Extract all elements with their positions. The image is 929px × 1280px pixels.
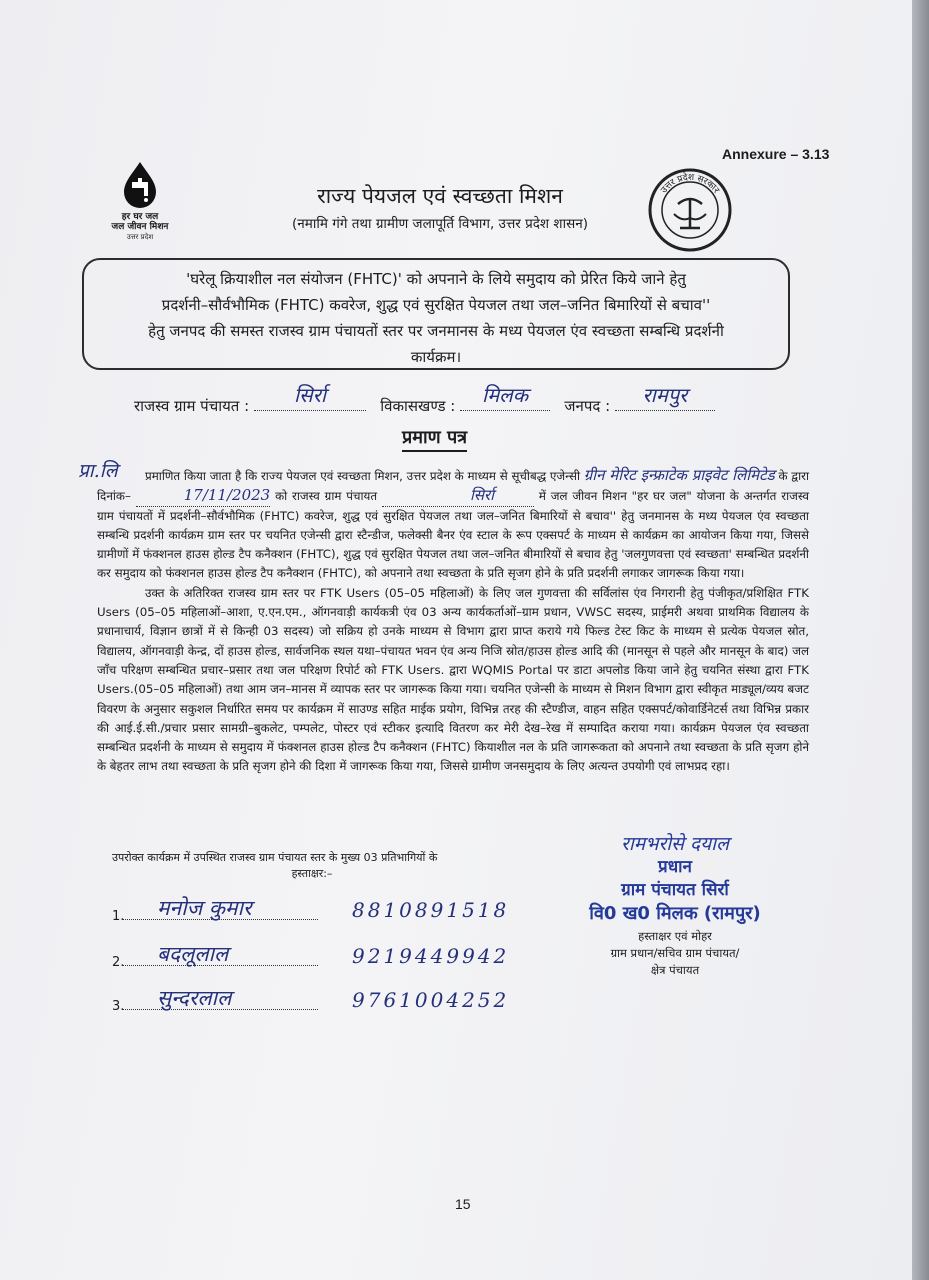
government-emblem-icon (648, 168, 732, 252)
certificate-heading: प्रमाण पत्र (402, 425, 467, 452)
seal-text: उत्तर प्रदेश सरकार (659, 172, 721, 196)
block-label: विकासखण्ड : (380, 397, 456, 415)
location-fields (134, 383, 715, 416)
paragraph-1-part-b: के द्वारा दिनांक– (97, 469, 810, 504)
paragraph-2: उक्त के अतिरिक्त राजस्व ग्राम स्तर पर FTK Users (05–05 महिलाओं) के लिए जल गुणवत्ता की सर्विलांस एंव निगरानी हेतु पंजीकृत/प्रशिक्षित FTK Users (05–05 महिलाओं–आशा, ए.एन.एम., ऑगनवाड़ी कार्यकत्री एंव 03 अन्य कार्यकर्ताओं–ग्राम प्रधान, VWSC सदस्य, प्राईमरी अथवा प्राथमिक विद्यालय के प्रधानाचार्य, विज्ञान छात्रों में से किन्ही 03 सदस्य) जो सक्रिय हो उनके माध्यम से विभाग द्वारा प्राप्त कराये गये फिल्ड टेस्ट किट के माध्यम से प्रत्येक पेयजल स्रोत, विद्यालय, ऑगनवाड़ी केन्द्र, दों हाउस होल्ड, सार्वजनिक स्थल यथा–पंचायत भवन एंव अन्य निजि स्रोत/हाउस होल्ड आदि की (मानसून से पहले और मानसून के बाद) जल जाँच परिक्षण सम्बन्धित प्रचार–प्रसार तथा जल परिक्षण रिपोर्ट को FTK Users. द्वारा WQMIS Portal पर डाटा अपलोड किया जाने हेतु चयनित संस्था द्वारा FTK Users.(05–05 महिलाओं) तथा आम जन–मानस में व्यापक स्तर पर जागरूक किया गया। चयनित एजेन्सी के माध्यम से मिशन विभाग द्वारा स्वीकृत माड्यूल/व्यय बजट विवरण के अनुसार सकुशल निर्धारित समय पर कार्यक्रम में साउण्ड सहित माईक प्रयोग, विभिन्न तरह की स्टैण्डीज, वाहन सहित एक्सपर्ट/कोवार्डिनेटर्स तथा विभिन्न प्रकार की आई.ई.सी./प्रचार प्रसार सामग्री–बुकलेट, पम्पलेट, पोस्टर एवं स्टीकर इत्यादि वितरण कर मेरी देख–रेख में सम्पादित कराया गया। कार्यक्रम पेयजल एंव स्वच्छता सम्बन्धित प्रदर्शनी के माध्यम से समुदाय में फंक्शनल हाउस होल्ड टैप कनैक्शन (FHTC) कियाशील नल के प्रति जागरूकता को अपनाने तथा स्वच्छता के प्रति सृजग होने के बेहतर लाभ तथा स्वच्छता के प्रति सृजग होने की दिशा में जागरूक किया गया, जिससे ग्रामीण जनसमुदाय के लिए अत्यन्त उपयोगी एवं लाभप्रद रहा। (97, 585, 809, 774)
page-edge (912, 0, 929, 1280)
participant-phone: 9219449942 (352, 944, 510, 968)
participants-title-line: उपरोक्त कार्यक्रम में उपस्थित राजस्व ग्राम पंचायत स्तर के मुख्य 03 प्रतिभागियों के (112, 851, 438, 864)
caption-line-1: हस्ताक्षर एवं मोहर (638, 929, 712, 943)
pradhan-signature: रामभरोसे दयाल (621, 833, 729, 855)
participant-phone: 8810891518 (352, 898, 510, 922)
gp-handwritten: सिर्रा (382, 486, 534, 506)
participant-row[interactable] (112, 986, 532, 1016)
participants-title (112, 850, 512, 882)
caption-line-2: ग्राम प्रधान/सचिव ग्राम पंचायत/ (610, 946, 740, 960)
box-line-1: 'घरेलू क्रियाशील नल संयोजन (FHTC)' को अपनाने के लिये समुदाय को प्रेरित किये जाने हेतु (186, 270, 686, 288)
jjm-logo (100, 160, 180, 242)
participant-row[interactable] (112, 896, 532, 926)
gram-panchayat-label: राजस्व ग्राम पंचायत : (134, 397, 250, 415)
participants-subtitle: हस्ताक्षर:– (291, 867, 333, 880)
gram-panchayat-value: सिर्रा (293, 383, 326, 407)
margin-handwriting: प्रा.लि (78, 460, 118, 482)
programme-title-box (82, 258, 790, 370)
pradhan-stamp (560, 830, 790, 926)
logo-line-1: हर घर जल (121, 212, 159, 222)
participant-number: 2. (112, 955, 125, 970)
date-handwritten: 17/11/2023 (136, 486, 270, 506)
logo-line-2: जल जीवन मिशन (111, 222, 169, 232)
stamp-line-1: प्रधान (658, 857, 692, 877)
district-field[interactable] (615, 383, 715, 411)
logo-line-3: उत्तर प्रदेश (126, 233, 154, 241)
gram-panchayat-field[interactable] (254, 383, 366, 411)
participant-phone: 9761004252 (352, 988, 510, 1012)
district-label: जनपद : (564, 397, 611, 415)
stamp-line-3: वि0 ख0 मिलक (रामपुर) (589, 903, 761, 924)
stamp-line-2: ग्राम पंचायत सिर्रा (621, 880, 729, 900)
paragraph-1-part-d: में जल जीवन मिशन "हर घर जल" योजना के अन्तर्गत राजस्व ग्राम पंचायतों में प्रदर्शनी–सौर्वभौमिक (FHTC) कवरेज, शुद्ध एवं सुरक्षित पेयजल तथा जल–जनित बिमारियों से बचाव'' हेतु जनमानस के मध्य पेयजल एंव स्वच्छता सम्बन्धि प्रदर्शनी कार्यक्रम ग्राम स्तर पर चयनित एजेन्सी द्वारा स्टैन्डीज, फलेक्सी बैनर एंव स्टाल के रूप एक्सपर्ट के माध्यम से कार्यक्रम का आयोजन किया गया, जिससे ग्रामीणों में फंक्शनल हाउस होल्ड टैप कनैक्शन (FHTC), शुद्ध एवं सुरक्षित पेयजल तथा जल–जनित बीमारियों से बचाव हेतु 'जलगुणवत्ता एवं स्वच्छता' सम्बन्धित प्रदर्शनी कर समुदाय को फंक्शनल हाउस होल्ड टैप कनैक्शन (FHTC), को अपनाने तथा स्वच्छता के प्रति सृजग होने के प्रति प्रदर्शनी लगाकर जागरूक किया गया। (97, 489, 810, 581)
page-title: राज्य पेयजल एवं स्वच्छता मिशन (317, 184, 563, 208)
paragraph-1-part-a: प्रमाणित किया जाता है कि राज्य पेयजल एवं स्वच्छता मिशन, उत्तर प्रदेश के माध्यम से सूचीबद्ध एजेन्सी (145, 469, 581, 483)
page-subtitle: (नमामि गंगे तथा ग्रामीण जलापूर्ति विभाग, उत्तर प्रदेश शासन) (292, 216, 588, 232)
up-government-seal (648, 168, 732, 252)
district-value: रामपुर (642, 383, 688, 407)
box-line-4: कार्यक्रम। (410, 348, 462, 366)
block-field[interactable] (460, 383, 550, 411)
paragraph-1-part-c: को राजस्व ग्राम पंचायत (275, 489, 378, 504)
participant-number: 3. (112, 999, 125, 1014)
participant-number: 1. (112, 909, 125, 924)
box-line-3: हेतु जनपद की समस्त राजस्व ग्राम पंचायतों स्तर पर जनमानस के मध्य पेयजल एंव स्वच्छता सम्बन्धि प्रदर्शनी (148, 322, 724, 340)
annexure-label: Annexure – 3.13 (722, 146, 830, 162)
caption-line-3: क्षेत्र पंचायत (650, 963, 700, 977)
signature-caption (550, 928, 800, 979)
block-value: मिलक (482, 383, 529, 407)
participant-name: मनोज कुमार (157, 896, 252, 920)
agency-name-handwritten: ग्रीन मेरिट इन्फ्राटेक प्राइवेट लिमिटेड (583, 466, 775, 484)
box-line-2: प्रदर्शनी–सौर्वभौमिक (FHTC) कवरेज, शुद्ध एवं सुरक्षित पेयजल तथा जल–जनित बिमारियों से बचाव'' (161, 296, 711, 314)
page-number: 15 (455, 1196, 471, 1212)
participant-row[interactable] (112, 942, 532, 972)
participant-name: बदलूलाल (157, 942, 229, 966)
paragraph-1 (97, 466, 809, 584)
participant-name: सुन्दरलाल (157, 986, 232, 1010)
water-tap-icon (118, 160, 162, 208)
certificate-body (97, 466, 809, 777)
